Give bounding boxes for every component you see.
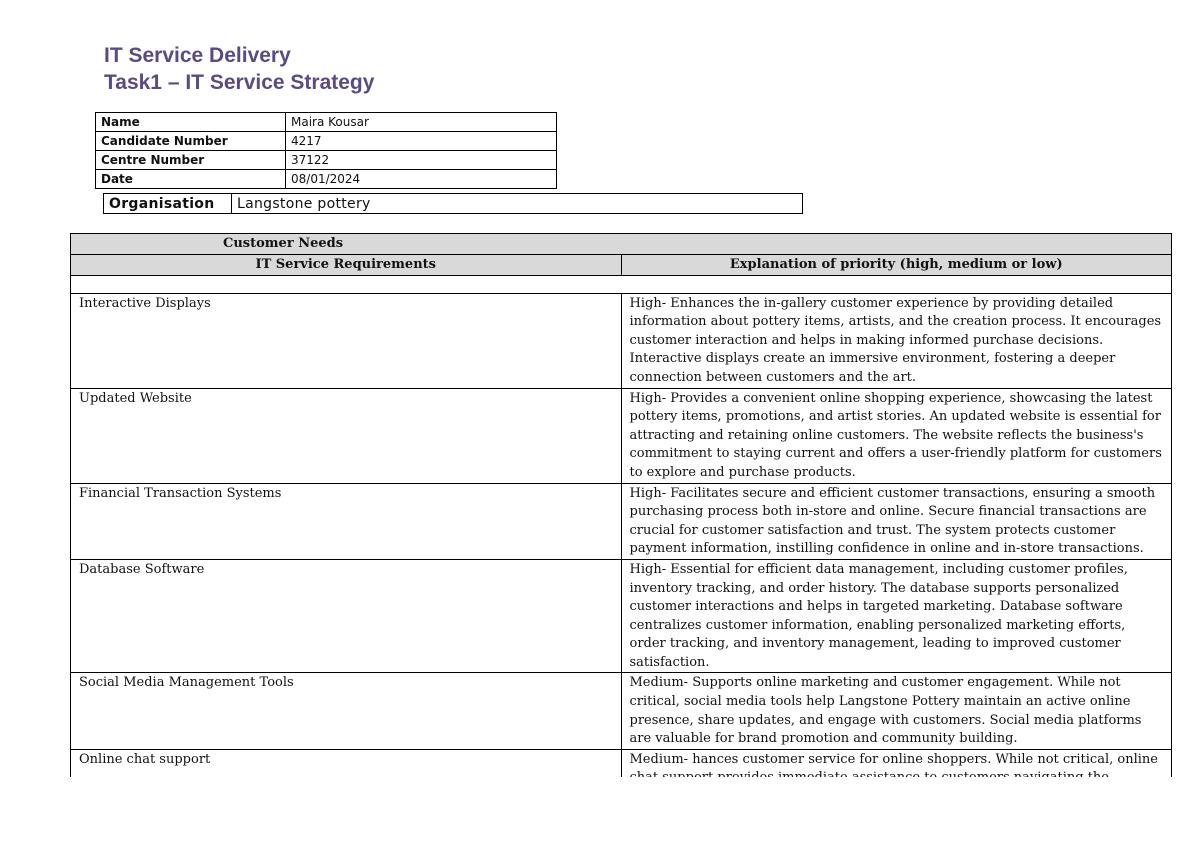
info-label: Name xyxy=(96,113,286,132)
customer-needs-table xyxy=(70,233,1172,826)
explanation-cell: Medium- hances customer service for online shoppers. While not critical, online xyxy=(621,749,1172,825)
spacer-row xyxy=(71,275,1172,293)
explanation-cell: High- Provides a convenient online shopping experience, showcasing the latest pottery items, promotions, and artist stories. An updated website is essential for attracting and retaining online customers. The website reflects the business's commitment to staying current and offers a user-friendly platform for customers to explore and purchase products. xyxy=(621,388,1172,483)
column-header-row xyxy=(71,255,1172,276)
column-header-requirement: IT Service Requirements xyxy=(71,255,622,276)
info-value: 4217 xyxy=(286,132,557,151)
explanation-cell: Medium- Supports online marketing and customer engagement. While not critical, social media tools help Langstone Pottery maintain an active online presence, share updates, and engage with customers. Social media platforms are valuable for brand promotion and community building. xyxy=(621,673,1172,749)
info-label: Date xyxy=(96,170,286,189)
table-row xyxy=(71,388,1172,483)
info-row-date xyxy=(96,170,557,189)
document-subtitle: Task1 – IT Service Strategy xyxy=(104,71,375,94)
explanation-cell: High- Enhances the in-gallery customer experience by providing detailed information about pottery items, artists, and the creation process. It encourages customer interaction and helps in making informed purchase decisions. Interactive displays create an immersive environment, fostering a deeper connection between customers and the art. xyxy=(621,293,1172,388)
candidate-info-table xyxy=(95,112,557,189)
requirement-cell: Database Software xyxy=(71,559,622,673)
info-value: 37122 xyxy=(286,151,557,170)
organisation-value: Langstone pottery xyxy=(232,194,803,214)
document-title: IT Service Delivery xyxy=(104,44,291,67)
info-value: 08/01/2024 xyxy=(286,170,557,189)
spacer-cell xyxy=(71,275,1172,293)
table-row xyxy=(71,673,1172,749)
organisation-label: Organisation xyxy=(104,194,232,214)
info-label: Centre Number xyxy=(96,151,286,170)
table-row xyxy=(71,293,1172,388)
info-row-centre-number xyxy=(96,151,557,170)
explanation-cell: High- Essential for efficient data management, including customer profiles, inventory tracking, and order history. The database supports personalized customer interactions and helps in targeted marketing. Database software centralizes customer information, enabling personalized marketing efforts, order tracking, and inventory management, leading to improved customer satisfaction. xyxy=(621,559,1172,673)
requirement-cell: Financial Transaction Systems xyxy=(71,483,622,559)
table-row xyxy=(71,559,1172,673)
column-header-explanation: Explanation of priority (high, medium or low) xyxy=(621,255,1172,276)
organisation-table xyxy=(103,193,803,214)
info-label: Candidate Number xyxy=(96,132,286,151)
requirement-cell: Social Media Management Tools xyxy=(71,673,622,749)
info-row-name xyxy=(96,113,557,132)
organisation-row xyxy=(104,194,803,214)
section-title-row xyxy=(71,234,1172,255)
explanation-cell: High- Facilitates secure and efficient customer transactions, ensuring a smooth purchasing process both in-store and online. Secure financial transactions are crucial for customer satisfaction and trust. The system protects customer payment information, instilling confidence in online and in-store transactions. xyxy=(621,483,1172,559)
info-row-candidate-number xyxy=(96,132,557,151)
document-title-block xyxy=(104,42,374,96)
requirement-cell: Updated Website xyxy=(71,388,622,483)
table-row xyxy=(71,483,1172,559)
info-value: Maira Kousar xyxy=(286,113,557,132)
section-title: Customer Needs xyxy=(71,234,1172,255)
page-bottom-margin xyxy=(0,777,1200,849)
requirement-cell: Online chat support xyxy=(71,749,622,825)
requirement-cell: Interactive Displays xyxy=(71,293,622,388)
